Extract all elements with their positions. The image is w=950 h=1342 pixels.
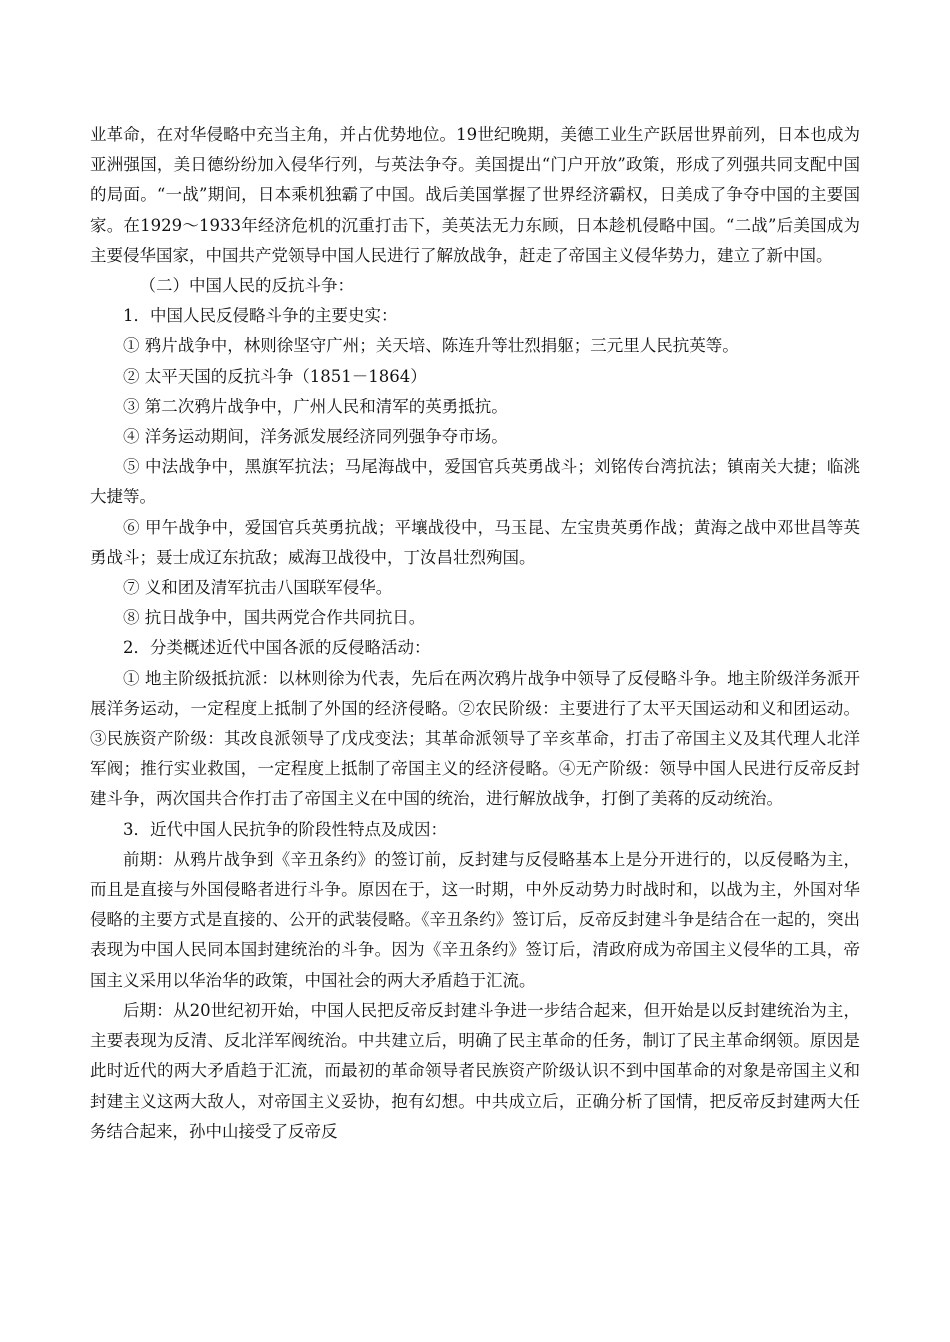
paragraph-continuation: 业革命，在对华侵略中充当主角，并占优势地位。19世纪晚期，美德工业生产跃居世界前列，日本也成为亚洲强国，美日德纷纷加入侵华行列，与英法争夺。美国提出“门户开放”政策，形成了列强共同支配中国的局面。“一战”期间，日本乘机独霸了中国。战后美国掌握了世界经济霸权，日美成了争夺中国的主要国家。在1929～1933年经济危机的沉重打击下，美英法无力东顾，日本趁机侵略中国。“二战”后美国成为主要侵华国家，中国共产党领导中国人民进行了解放战争，赶走了帝国主义侵华势力，建立了新中国。 [90,125,860,265]
list-item-2: ② 太平天国的反抗斗争（1851－1864） [123,366,427,386]
list-item-8: ⑧ 抗日战争中，国共两党合作共同抗日。 [123,608,426,628]
list-item-6: ⑥ 甲午战争中，爱国官兵英勇抗战；平壤战役中，马玉昆、左宝贵英勇作战；黄海之战中邓世昌等英勇战斗；聂士成辽东抗敌；威海卫战役中，丁汝昌壮烈殉国。 [90,517,860,567]
list-item-5: ⑤ 中法战争中，黑旗军抗法；马尾海战中，爱国官兵英勇战斗；刘铭传台湾抗法；镇南关大捷；临洮大捷等。 [90,457,860,507]
list-item-1: ① 鸦片战争中，林则徐坚守广州；关天培、陈连升等壮烈捐躯；三元里人民抗英等。 [123,336,739,356]
subheading-factions: 2．分类概述近代中国各派的反侵略活动： [123,638,431,658]
paragraph-factions: ① 地主阶级抵抗派：以林则徐为代表，先后在两次鸦片战争中领导了反侵略斗争。地主阶级洋务派开展洋务运动，一定程度上抵制了外国的经济侵略。②农民阶级：主要进行了太平天国运动和义和团运动。③民族资产阶级：其改良派领导了戊戌变法；其革命派领导了辛亥革命，打击了帝国主义及其代理人北洋军阀；推行实业救国，一定程度上抵制了帝国主义的经济侵略。④无产阶级：领导中国人民进行反帝反封建斗争，两次国共合作打击了帝国主义在中国的统治，进行解放战争，打倒了美蒋的反动统治。 [90,668,860,809]
document-page [90,120,860,1147]
list-item-3: ③ 第二次鸦片战争中，广州人民和清军的英勇抵抗。 [123,396,508,416]
subheading-main-facts: 1．中国人民反侵略斗争的主要史实： [123,306,398,326]
paragraph-late-stage: 后期：从20世纪初开始，中国人民把反帝反封建斗争进一步结合起来，但开始是以反封建统治为主，主要表现为反清、反北洋军阀统治。中共建立后，明确了民主革命的任务，制订了民主革命纲领。原因是此时近代的两大矛盾趋于汇流，而最初的革命领导者民族资产阶级认识不到中国革命的对象是帝国主义和封建主义这两大敌人，对帝国主义妥协，抱有幻想。中共成立后，正确分析了国情，把反帝反封建两大任务结合起来，孙中山接受了反帝反 [90,1000,860,1141]
section-heading-resistance: （二）中国人民的反抗斗争： [139,276,354,296]
list-item-4: ④ 洋务运动期间，洋务派发展经济同列强争夺市场。 [123,427,508,447]
list-item-7: ⑦ 义和团及清军抗击八国联军侵华。 [123,578,393,598]
paragraph-early-stage: 前期：从鸦片战争到《辛丑条约》的签订前，反封建与反侵略基本上是分开进行的，以反侵略为主，而且是直接与外国侵略者进行斗争。原因在于，这一时期，中外反动势力时战时和，以战为主，外国对华侵略的主要方式是直接的、公开的武装侵略。《辛丑条约》签订后，反帝反封建斗争是结合在一起的，突出表现为中国人民同本国封建统治的斗争。因为《辛丑条约》签订后，清政府成为帝国主义侵华的工具，帝国主义采用以华治华的政策，中国社会的两大矛盾趋于汇流。 [90,849,860,990]
subheading-stages: 3．近代中国人民抗争的阶段性特点及成因： [123,819,447,839]
